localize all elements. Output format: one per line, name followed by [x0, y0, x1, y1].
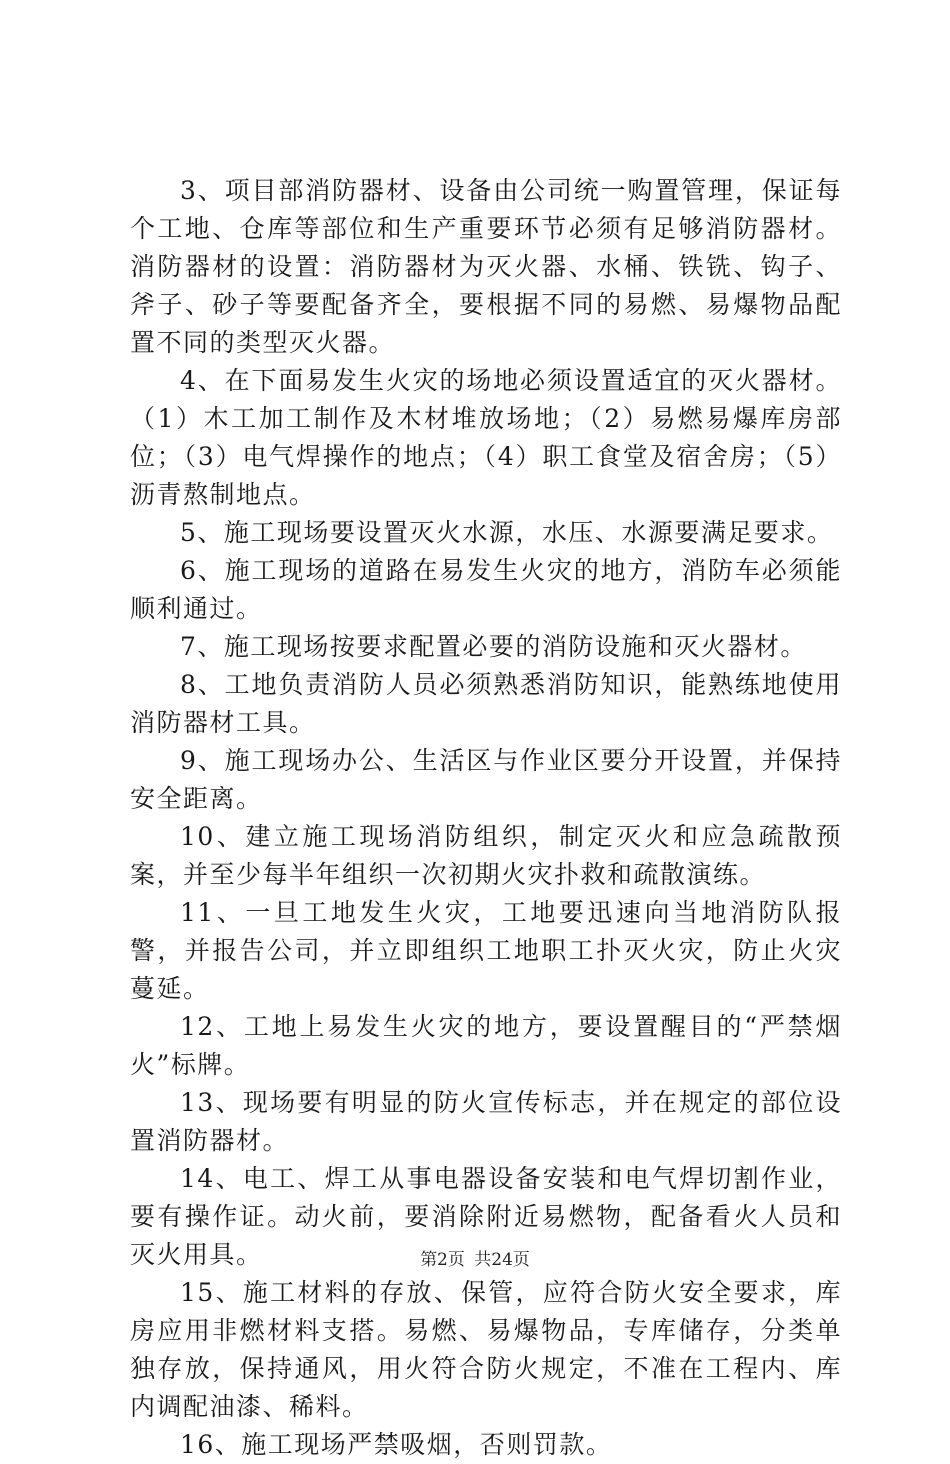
paragraph-item-11: 11、一旦工地发生火灾，工地要迅速向当地消防队报警，并报告公司，并立即组织工地职工扑灭火灾，防止火灾蔓延。: [130, 898, 842, 1003]
paragraph-item-12: 12、工地上易发生火灾的地方，要设置醒目的“严禁烟火”标牌。: [130, 1012, 842, 1079]
paragraph-item-10: 10、建立施工现场消防组织，制定灭火和应急疏散预案，并至少每半年组织一次初期火灾扑救和疏散演练。: [130, 822, 842, 889]
paragraph-item-16: 16、施工现场严禁吸烟，否则罚款。: [180, 1430, 613, 1459]
paragraph-item-5: 5、施工现场要设置灭火水源，水压、水源要满足要求。: [180, 518, 834, 547]
paragraph-item-8: 8、工地负责消防人员必须熟悉消防知识，能熟练地使用消防器材工具。: [130, 670, 842, 737]
page-total: 共24页: [474, 1250, 530, 1270]
paragraph-item-7: 7、施工现场按要求配置必要的消防设施和灭火器材。: [180, 632, 807, 661]
paragraph-item-4: 4、在下面易发生火灾的场地必须设置适宜的灭火器材。（1）木工加工制作及木材堆放场地；（2）易燃易爆库房部位；（3）电气焊操作的地点；（4）职工食堂及宿舍房；（5）沥青熬制地点。: [130, 366, 842, 509]
paragraph-item-6: 6、施工现场的道路在易发生火灾的地方，消防车必须能顺利通过。: [130, 556, 842, 623]
paragraph-item-9: 9、施工现场办公、生活区与作业区要分开设置，并保持安全距离。: [130, 746, 842, 813]
page-footer: [0, 1245, 950, 1270]
paragraph-item-14: 14、电工、焊工从事电器设备安装和电气焊切割作业，要有操作证。动火前，要消除附近易燃物，配备看火人员和灭火用具。: [130, 1164, 842, 1269]
paragraph-item-13: 13、现场要有明显的防火宣传标志，并在规定的部位设置消防器材。: [130, 1088, 842, 1155]
page-number: 第2页: [420, 1250, 465, 1270]
document-body: [130, 172, 842, 1464]
paragraph-item-3: 3、项目部消防器材、设备由公司统一购置管理，保证每个工地、仓库等部位和生产重要环节必须有足够消防器材。消防器材的设置：消防器材为灭火器、水桶、铁铣、钩子、斧子、砂子等要配备齐全，要根据不同的易燃、易爆物品配置不同的类型灭火器。: [130, 176, 842, 357]
paragraph-item-15: 15、施工材料的存放、保管，应符合防火安全要求，库房应用非燃材料支搭。易燃、易爆物品，专库储存，分类单独存放，保持通风，用火符合防火规定，不准在工程内、库内调配油漆、稀料。: [130, 1278, 842, 1421]
